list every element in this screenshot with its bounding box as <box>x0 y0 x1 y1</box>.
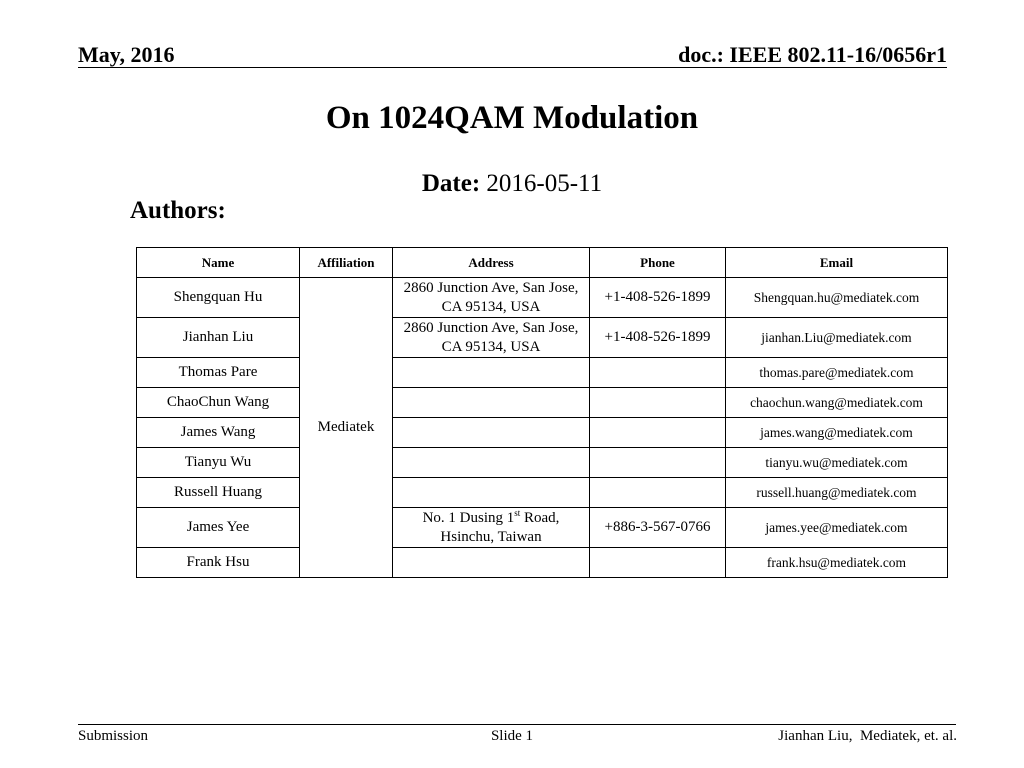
date-value: 2016-05-11 <box>486 170 603 197</box>
footer-slide-number: Slide 1 <box>490 728 534 744</box>
author-name: Shengquan Hu <box>137 278 300 318</box>
author-name: Thomas Pare <box>137 358 300 388</box>
table-header-row <box>137 248 948 278</box>
author-phone: +1-408-526-1899 <box>590 278 726 318</box>
author-address: 2860 Junction Ave, San Jose, CA 95134, USA <box>393 318 590 358</box>
table-row <box>137 318 948 358</box>
column-header-name: Name <box>137 248 300 278</box>
author-phone <box>590 548 726 578</box>
address-ordinal: st <box>514 507 521 518</box>
author-address <box>393 418 590 448</box>
date-line <box>0 170 1024 198</box>
author-phone <box>590 418 726 448</box>
author-address <box>393 358 590 388</box>
author-address: 2860 Junction Ave, San Jose, CA 95134, USA <box>393 278 590 318</box>
table-row <box>137 278 948 318</box>
author-email: Shengquan.hu@mediatek.com <box>726 278 948 318</box>
author-name: James Wang <box>137 418 300 448</box>
author-name: Russell Huang <box>137 478 300 508</box>
author-address <box>393 388 590 418</box>
affiliation-cell: Mediatek <box>300 278 393 578</box>
author-phone <box>590 358 726 388</box>
table-row <box>137 478 948 508</box>
author-name: James Yee <box>137 508 300 548</box>
authors-table <box>136 247 948 578</box>
footer-authors: Jianhan Liu, Mediatek, et. al. <box>778 728 957 744</box>
author-name: Frank Hsu <box>137 548 300 578</box>
header-doc-id: doc.: IEEE 802.11-16/0656r1 <box>678 42 947 67</box>
author-phone: +1-408-526-1899 <box>590 318 726 358</box>
author-email: james.yee@mediatek.com <box>726 508 948 548</box>
author-email: tianyu.wu@mediatek.com <box>726 448 948 478</box>
author-email: chaochun.wang@mediatek.com <box>726 388 948 418</box>
author-address <box>393 508 590 548</box>
column-header-phone: Phone <box>590 248 726 278</box>
author-email: jianhan.Liu@mediatek.com <box>726 318 948 358</box>
author-phone: +886-3-567-0766 <box>590 508 726 548</box>
table-row <box>137 418 948 448</box>
table-row <box>137 358 948 388</box>
author-email: frank.hsu@mediatek.com <box>726 548 948 578</box>
author-phone <box>590 388 726 418</box>
author-email: james.wang@mediatek.com <box>726 418 948 448</box>
author-name: ChaoChun Wang <box>137 388 300 418</box>
table-row <box>137 508 948 548</box>
header-rule <box>78 67 947 68</box>
author-email: russell.huang@mediatek.com <box>726 478 948 508</box>
footer-rule <box>78 724 956 725</box>
footer-submission: Submission <box>78 728 149 744</box>
slide-title: On 1024QAM Modulation <box>325 100 699 136</box>
author-phone <box>590 448 726 478</box>
date-label: Date: <box>421 170 481 197</box>
table-row <box>137 388 948 418</box>
author-email: thomas.pare@mediatek.com <box>726 358 948 388</box>
header-date: May, 2016 <box>78 42 175 67</box>
address-part: Road, Hsinchu, Taiwan <box>440 509 560 545</box>
column-header-address: Address <box>393 248 590 278</box>
column-header-email: Email <box>726 248 948 278</box>
author-name: Jianhan Liu <box>137 318 300 358</box>
author-name: Tianyu Wu <box>137 448 300 478</box>
table-row <box>137 548 948 578</box>
author-phone <box>590 478 726 508</box>
author-address <box>393 448 590 478</box>
author-address <box>393 478 590 508</box>
author-address <box>393 548 590 578</box>
table-row <box>137 448 948 478</box>
column-header-affiliation: Affiliation <box>300 248 393 278</box>
authors-label: Authors: <box>130 197 226 224</box>
address-part: No. 1 Dusing 1 <box>422 509 515 526</box>
